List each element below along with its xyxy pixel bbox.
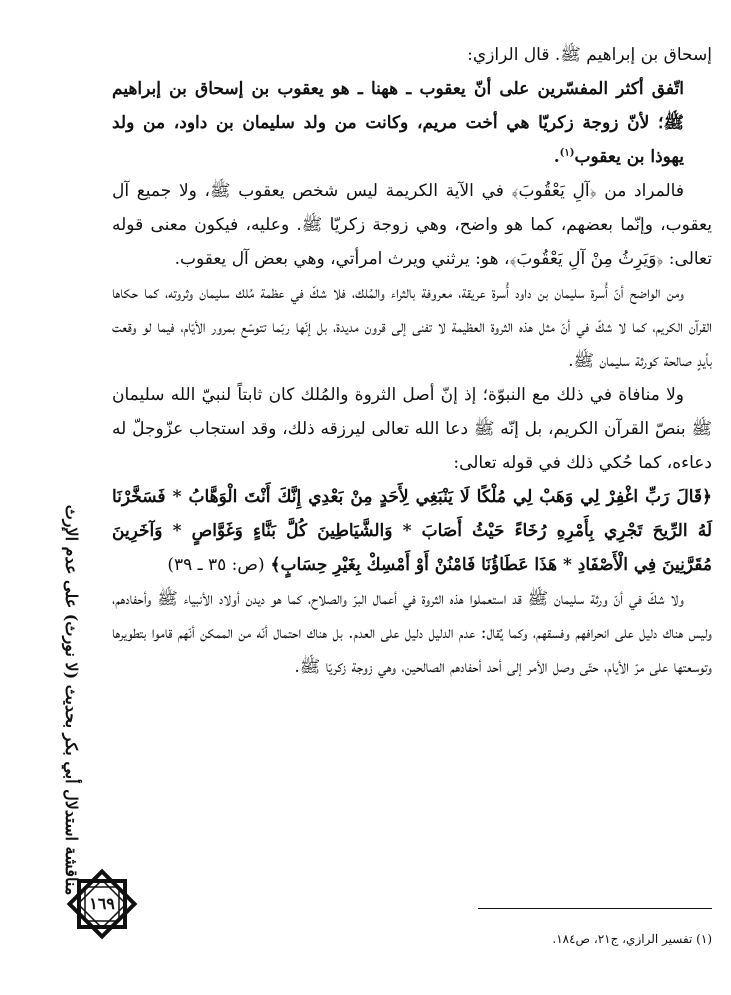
footnote: (١) تفسير الرازي، ج٢١، ص١٨٤. xyxy=(552,932,712,946)
quran-verse xyxy=(112,480,712,582)
footnote-marker: (١) xyxy=(559,147,575,159)
intro-line: إسحاق بن إبراهيم ﷺ. قال الرازي: xyxy=(467,45,712,65)
verse-reference: (ص: ٣٥ ـ ٣٩) xyxy=(167,555,265,575)
quran-verse-text: ﴿قَالَ رَبِّ اغْفِرْ لِي وَهَبْ لِي مُلْكًا لَا يَنْبَغِي لِأَحَدٍ مِنْ بَعْدِي إِنَّكَ أَنْتَ الْوَهَّابُ * فَسَخَّرْنَا لَهُ الرِّيحَ تَجْرِي بِأَمْرِهِ رُخَاءً حَيْثُ أَصَابَ * وَالشَّيَاطِينَ كُلَّ بَنَّاءٍ وَغَوَّاصٍ * وَآخَرِينَ مُقَرَّنِينَ فِي الْأَصْفَادِ * هَذَا عَطَاؤُنَا فَامْنُنْ أَوْ أَمْسِكْ بِغَيْرِ حِسَابٍ﴾ xyxy=(112,487,712,575)
running-side-title: مناقشة استدلال أبي بكر بحديث (لا نورث) على عدم الإرث xyxy=(62,504,81,896)
paragraph-2: ومن الواضح أنّ أُسرة سليمان بن داود أُسرة عريقة، معروفة بالثراء والمُلك، فلا شكّ في عظمة مُلك سليمان وثروته، كما حكاها القرآن الكريم، كما لا شكّ في أنّ مثل هذه الثروة العظيمة لا تفنى إلى قرون مديدة، بل إنّها ربّما تتوسّع بمرور الأيّام، فيما لو وقعت بأيدٍ صالحة كورثة سليمان ﷺ. xyxy=(112,283,712,371)
paragraph-1: فالمراد من ﴿آلِ يَعْقُوبَ﴾ في الآية الكريمة ليس شخص يعقوب ﷺ، ولا جميع آل يعقوب، وإنّما بعضهم، كما هو واضح، وهي زوجة زكريّا ﷺ. وعليه، فيكون معنى قوله تعالى: ﴿وَيَرِثُ مِنْ آلِ يَعْقُوبَ﴾، هو: يرثني ويرث امرأتي، وهي بعض آل يعقوب. xyxy=(112,181,712,269)
page-number: ١٦٩ xyxy=(89,894,115,913)
main-text xyxy=(112,38,712,684)
paragraph-3: ولا منافاة في ذلك مع النبوّة؛ إذ إنّ أصل الثروة والمُلك كان ثابتاً لنبيّ الله سليمان ﷺ بنصّ القرآن الكريم، بل إنّه ﷺ دعا الله تعالى ليرزقه ذلك، وقد استجاب عزّوجلّ له دعاءه، كما حُكي ذلك في قوله تعالى: xyxy=(112,385,712,473)
razi-quote: اتّفق أكثر المفسّرين على أنّ يعقوب ـ ههنا ـ هو يعقوب بن إسحاق بن إبراهيم ﷺ؛ لأنّ زوجة زكريّا هي أخت مريم، وكانت من ولد سليمان بن داود، من ولد يهوذا بن يعقوب$^{(١)}$. xyxy=(112,79,684,167)
razi-quote-text: اتّفق أكثر المفسّرين على أنّ يعقوب ـ ههنا ـ هو يعقوب بن إسحاق بن إبراهيم ﷺ؛ لأنّ زوجة زكريّا هي أخت مريم، وكانت من ولد سليمان بن داود، من ولد يهوذا بن يعقوب xyxy=(112,79,684,167)
page-number-badge xyxy=(66,868,138,940)
paragraph-4: ولا شكّ في أنّ ورثة سليمان ﷺ قد استعملوا هذه الثروة في أعمال البرّ والصلاح، كما هو ديدن أولاد الأنبياء ﷺ وأحفادهم، وليس هناك دليل على انحرافهم وفسقهم، وكما يُقال: عدم الدليل دليل على العدم. بل هناك احتمال أنّه من الممكن أنّهم قاموا بتطويرها وتوسعتها على مرّ الأيام، حتّى وصل الأمر إلى أحد أحفادهم الصالحين، وهي زوجة زكريّا ﷺ. xyxy=(112,589,712,677)
footnote-divider xyxy=(478,908,712,909)
